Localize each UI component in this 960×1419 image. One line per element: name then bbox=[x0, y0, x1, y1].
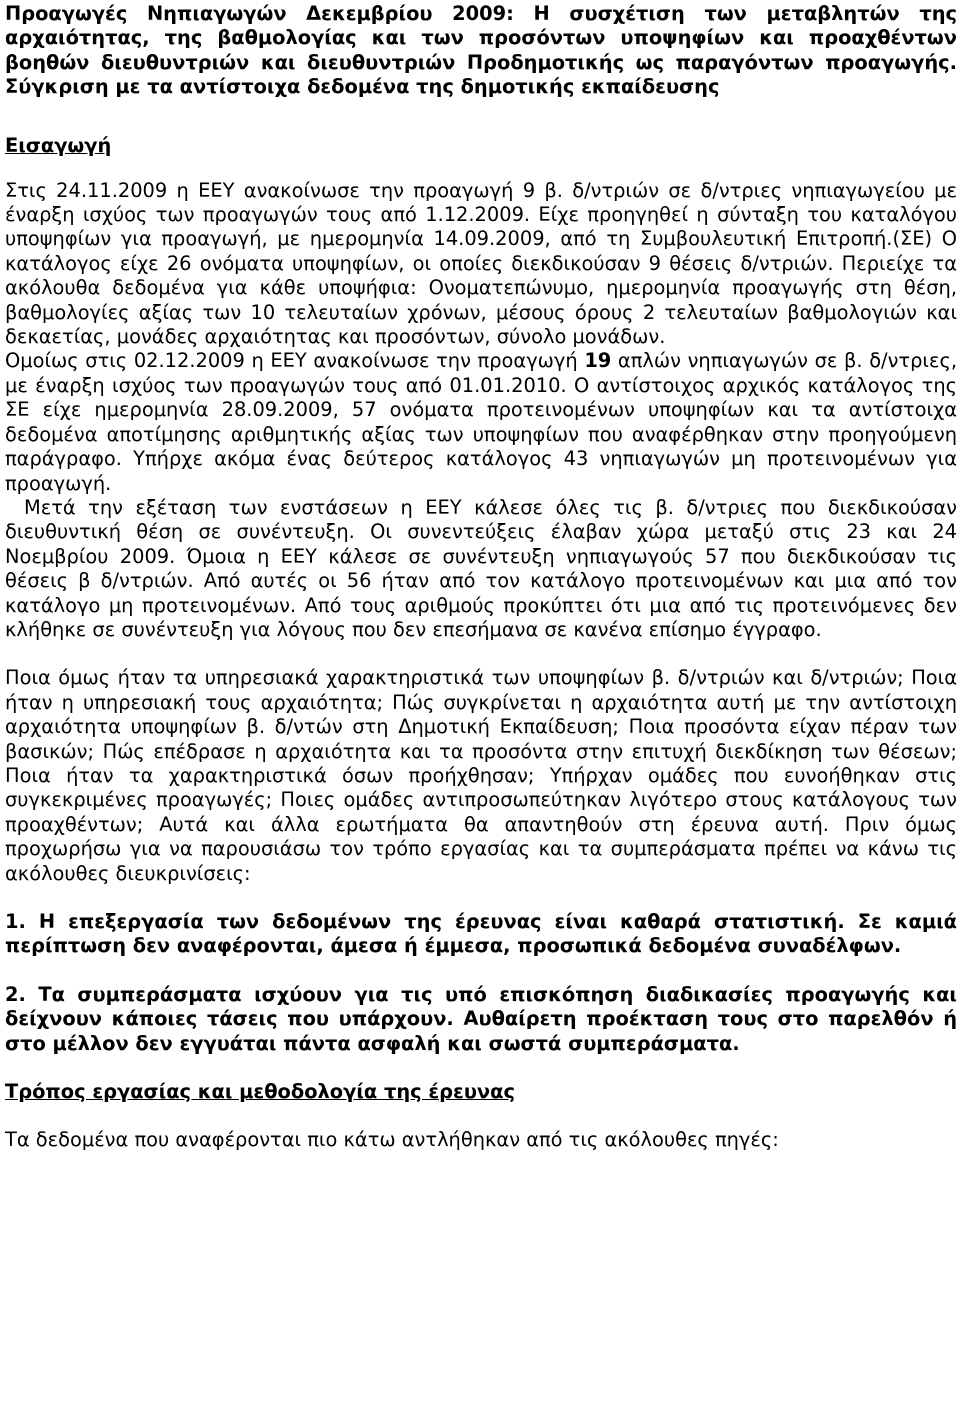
para2-bold-count: 19 bbox=[584, 349, 612, 373]
clarification-point-1: 1. Η επεξεργασία των δεδομένων της έρευνας είναι καθαρά στατιστική. Σε καμιά περίπτωση δεν αναφέρονται, άμεσα ή έμμεσα, προσωπικά δεδομένα συναδέλφων. bbox=[5, 910, 957, 958]
sources-intro-paragraph: Τα δεδομένα που αναφέρονται πιο κάτω αντλήθηκαν από τις ακόλουθες πηγές: bbox=[5, 1128, 779, 1152]
para2-text-end: απλών νηπιαγωγών σε β. δ/ντριες, με έναρξη ισχύος των προαγωγών τους από 01.01.2010. Ο αντίστοιχος αρχικός κατάλογος της ΣΕ είχε ημερομηνία 28.09.2009, 57 ονόματα προτεινομένων υποψηφίων και τα αντίστοιχα δεδομένα αποτίμησης αριθμητικής αξίας των υποψηφίων που αναφέρθηκαν στην προηγούμενη παράγραφο. Υπήρχε ακόμα ένας δεύτερος κατάλογος 43 νηπιαγωγών μη προτεινομένων για προαγωγή. bbox=[5, 349, 957, 495]
intro-paragraph-3: Μετά την εξέταση των ενστάσεων η ΕΕΥ κάλεσε όλες τις β. δ/ντριες που διεκδικούσαν διευθυντική θέση σε συνέντευξη. Οι συνεντεύξεις έλαβαν χώρα μεταξύ στις 23 και 24 Νοεμβρίου 2009. Όμοια η ΕΕΥ κάλεσε σε συνέντευξη νηπιαγωγούς 57 που διεκδικούσαν τις θέσεις β δ/ντριών. Από αυτές οι 56 ήταν από τον κατάλογο προτεινομένων και μια από τον κατάλογο μη προτεινομένων. Από τους αριθμούς προκύπτει ότι μια από τις προτεινόμενες δεν κλήθηκε σε συνέντευξη για λόγους που δεν επεσήμανα σε κανένα επίσημο έγγραφο. bbox=[5, 495, 957, 641]
document-page bbox=[5, 0, 957, 1153]
intro-paragraph-2 bbox=[5, 349, 957, 495]
document-title: Προαγωγές Νηπιαγωγών Δεκεμβρίου 2009: Η συσχέτιση των μεταβλητών της αρχαιότητας, της βαθμολογίας και των προσόντων υποψηφίων και προαχθέντων βοηθών διευθυντριών και διευθυντριών Προδημοτικής ως παραγόντων προαγωγής. Σύγκριση με τα αντίστοιχα δεδομένα της δημοτικής εκπαίδευσης bbox=[5, 2, 957, 99]
intro-heading: Εισαγωγή bbox=[5, 133, 112, 157]
clarification-point-2: 2. Τα συμπεράσματα ισχύουν για τις υπό επισκόπηση διαδικασίες προαγωγής και δείχνουν κάποιες τάσεις που υπάρχουν. Αυθαίρετη προέκταση τους στο παρελθόν ή στο μέλλον δεν εγγυάται πάντα ασφαλή και σωστά συμπεράσματα. bbox=[5, 982, 957, 1055]
questions-paragraph: Ποια όμως ήταν τα υπηρεσιακά χαρακτηριστικά των υποψηφίων β. δ/ντριών και δ/ντριών; Ποια ήταν η υπηρεσιακή τους αρχαιότητα; Πώς συγκρίνεται η αρχαιότητα αυτή με την αντίστοιχη αρχαιότητα υποψηφίων β. δ/ντών στη Δημοτική Εκπαίδευση; Ποια προσόντα είχαν πέραν των βασικών; Πώς επέδρασε η αρχαιότητα και τα προσόντα στην επιτυχή διεκδίκηση των θέσεων; Ποια ήταν τα χαρακτηριστικά όσων προήχθησαν; Υπήρχαν ομάδες που ευνοήθηκαν στις συγκεκριμένες προαγωγές; Ποιες ομάδες αντιπροσωπεύτηκαν λιγότερο στους κατάλογους των προαχθέντων; Αυτά και άλλα ερωτήματα θα απαντηθούν στη έρευνα αυτή. Πριν όμως προχωρήσω για να παρουσιάσω τον τρόπο εργασίας και τα συμπεράσματα πρέπει να κάνω τις ακόλουθες διευκρινίσεις: bbox=[5, 666, 957, 885]
para2-text-start: Ομοίως στις 02.12.2009 η ΕΕΥ ανακοίνωσε την προαγωγή bbox=[5, 349, 585, 373]
method-heading: Τρόπος εργασίας και μεθοδολογία της έρευνας bbox=[5, 1080, 515, 1104]
intro-paragraph-1: Στις 24.11.2009 η ΕΕΥ ανακοίνωσε την προαγωγή 9 β. δ/ντριών σε δ/ντριες νηπιαγωγείου με έναρξη ισχύος των προαγωγών τους από 1.12.2009. Είχε προηγηθεί η σύνταξη του καταλόγου υποψηφίων για προαγωγή, με ημερομηνία 14.09.2009, από τη Συμβουλευτική Επιτροπή.(ΣΕ) Ο κατάλογος είχε 26 ονόματα υποψηφίων, οι οποίες διεκδικούσαν 9 θέσεις δ/ντριών. Περιείχε τα ακόλουθα δεδομένα για κάθε υποψήφια: Ονοματεπώνυμο, ημερομηνία προαγωγής στη θέση, βαθμολογίες αξίας των 10 τελευταίων χρόνων, μέσους όρους 2 τελευταίων βαθμολογιών και δεκαετίας, μονάδες αρχαιότητας και προσόντων, σύνολο μονάδων. bbox=[5, 178, 957, 349]
